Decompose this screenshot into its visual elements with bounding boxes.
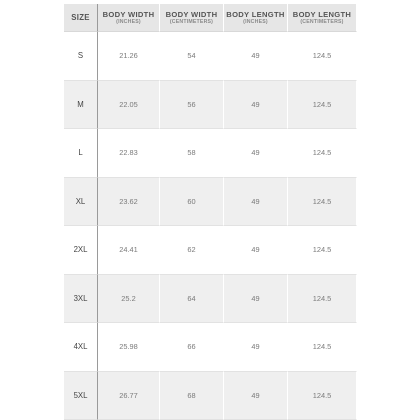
table-row xyxy=(64,372,357,420)
body-width-cm-cell: 64 xyxy=(160,275,224,324)
body-length-inches-cell: 49 xyxy=(224,129,288,178)
column-header-label: BODY WIDTH xyxy=(102,9,155,19)
body-length-cm-cell: 124.5 xyxy=(288,226,357,275)
body-length-inches-cell: 49 xyxy=(224,372,288,420)
size-cell: 5XL xyxy=(64,372,98,420)
table-row xyxy=(64,81,357,130)
column-header-label: SIZE xyxy=(71,13,90,22)
column-header-unit: (INCHES) xyxy=(243,18,268,25)
body-width-cm-cell: 68 xyxy=(160,372,224,420)
body-width-inches-cell: 21.26 xyxy=(98,32,160,81)
size-cell: 2XL xyxy=(64,226,98,275)
size-chart-table xyxy=(64,4,357,420)
body-length-cm-cell: 124.5 xyxy=(288,81,357,130)
body-width-inches-cell: 26.77 xyxy=(98,372,160,420)
column-header-unit: (CENTIMETERS) xyxy=(300,18,344,25)
table-row xyxy=(64,226,357,275)
column-header-size xyxy=(64,4,98,32)
body-width-inches-cell: 24.41 xyxy=(98,226,160,275)
body-length-inches-cell: 49 xyxy=(224,32,288,81)
column-header-label: BODY LENGTH xyxy=(226,9,285,19)
body-length-cm-cell: 124.5 xyxy=(288,129,357,178)
body-width-inches-cell: 25.98 xyxy=(98,323,160,372)
column-header-body-length-cm xyxy=(288,4,357,32)
size-cell: 3XL xyxy=(64,275,98,324)
body-width-inches-cell: 25.2 xyxy=(98,275,160,324)
column-header-label: BODY WIDTH xyxy=(165,9,218,19)
body-length-inches-cell: 49 xyxy=(224,178,288,227)
size-cell: S xyxy=(64,32,98,81)
table-row xyxy=(64,323,357,372)
header-row xyxy=(64,4,357,32)
body-length-cm-cell: 124.5 xyxy=(288,32,357,81)
body-length-inches-cell: 49 xyxy=(224,81,288,130)
body-length-inches-cell: 49 xyxy=(224,226,288,275)
body-width-inches-cell: 22.05 xyxy=(98,81,160,130)
size-cell: 4XL xyxy=(64,323,98,372)
body-length-cm-cell: 124.5 xyxy=(288,178,357,227)
body-width-cm-cell: 66 xyxy=(160,323,224,372)
table-row xyxy=(64,178,357,227)
column-header-unit: (CENTIMETERS) xyxy=(169,18,214,25)
body-length-cm-cell: 124.5 xyxy=(288,275,357,324)
column-header-label: BODY LENGTH xyxy=(292,9,352,19)
body-width-inches-cell: 22.83 xyxy=(98,129,160,178)
table-row xyxy=(64,32,357,81)
body-width-cm-cell: 60 xyxy=(160,178,224,227)
body-length-inches-cell: 49 xyxy=(224,275,288,324)
column-header-body-width-cm xyxy=(160,4,224,32)
size-chart xyxy=(64,4,357,420)
size-cell: M xyxy=(64,81,98,130)
body-length-inches-cell: 49 xyxy=(224,323,288,372)
body-length-cm-cell: 124.5 xyxy=(288,372,357,420)
body-length-cm-cell: 124.5 xyxy=(288,323,357,372)
table-row xyxy=(64,275,357,324)
body-width-cm-cell: 62 xyxy=(160,226,224,275)
size-cell: L xyxy=(64,129,98,178)
body-width-cm-cell: 54 xyxy=(160,32,224,81)
body-width-inches-cell: 23.62 xyxy=(98,178,160,227)
body-width-cm-cell: 58 xyxy=(160,129,224,178)
table-row xyxy=(64,129,357,178)
column-header-unit: (INCHES) xyxy=(116,18,141,25)
column-header-body-width-inches xyxy=(98,4,160,32)
body-width-cm-cell: 56 xyxy=(160,81,224,130)
column-header-body-length-inches xyxy=(224,4,288,32)
size-cell: XL xyxy=(64,178,98,227)
